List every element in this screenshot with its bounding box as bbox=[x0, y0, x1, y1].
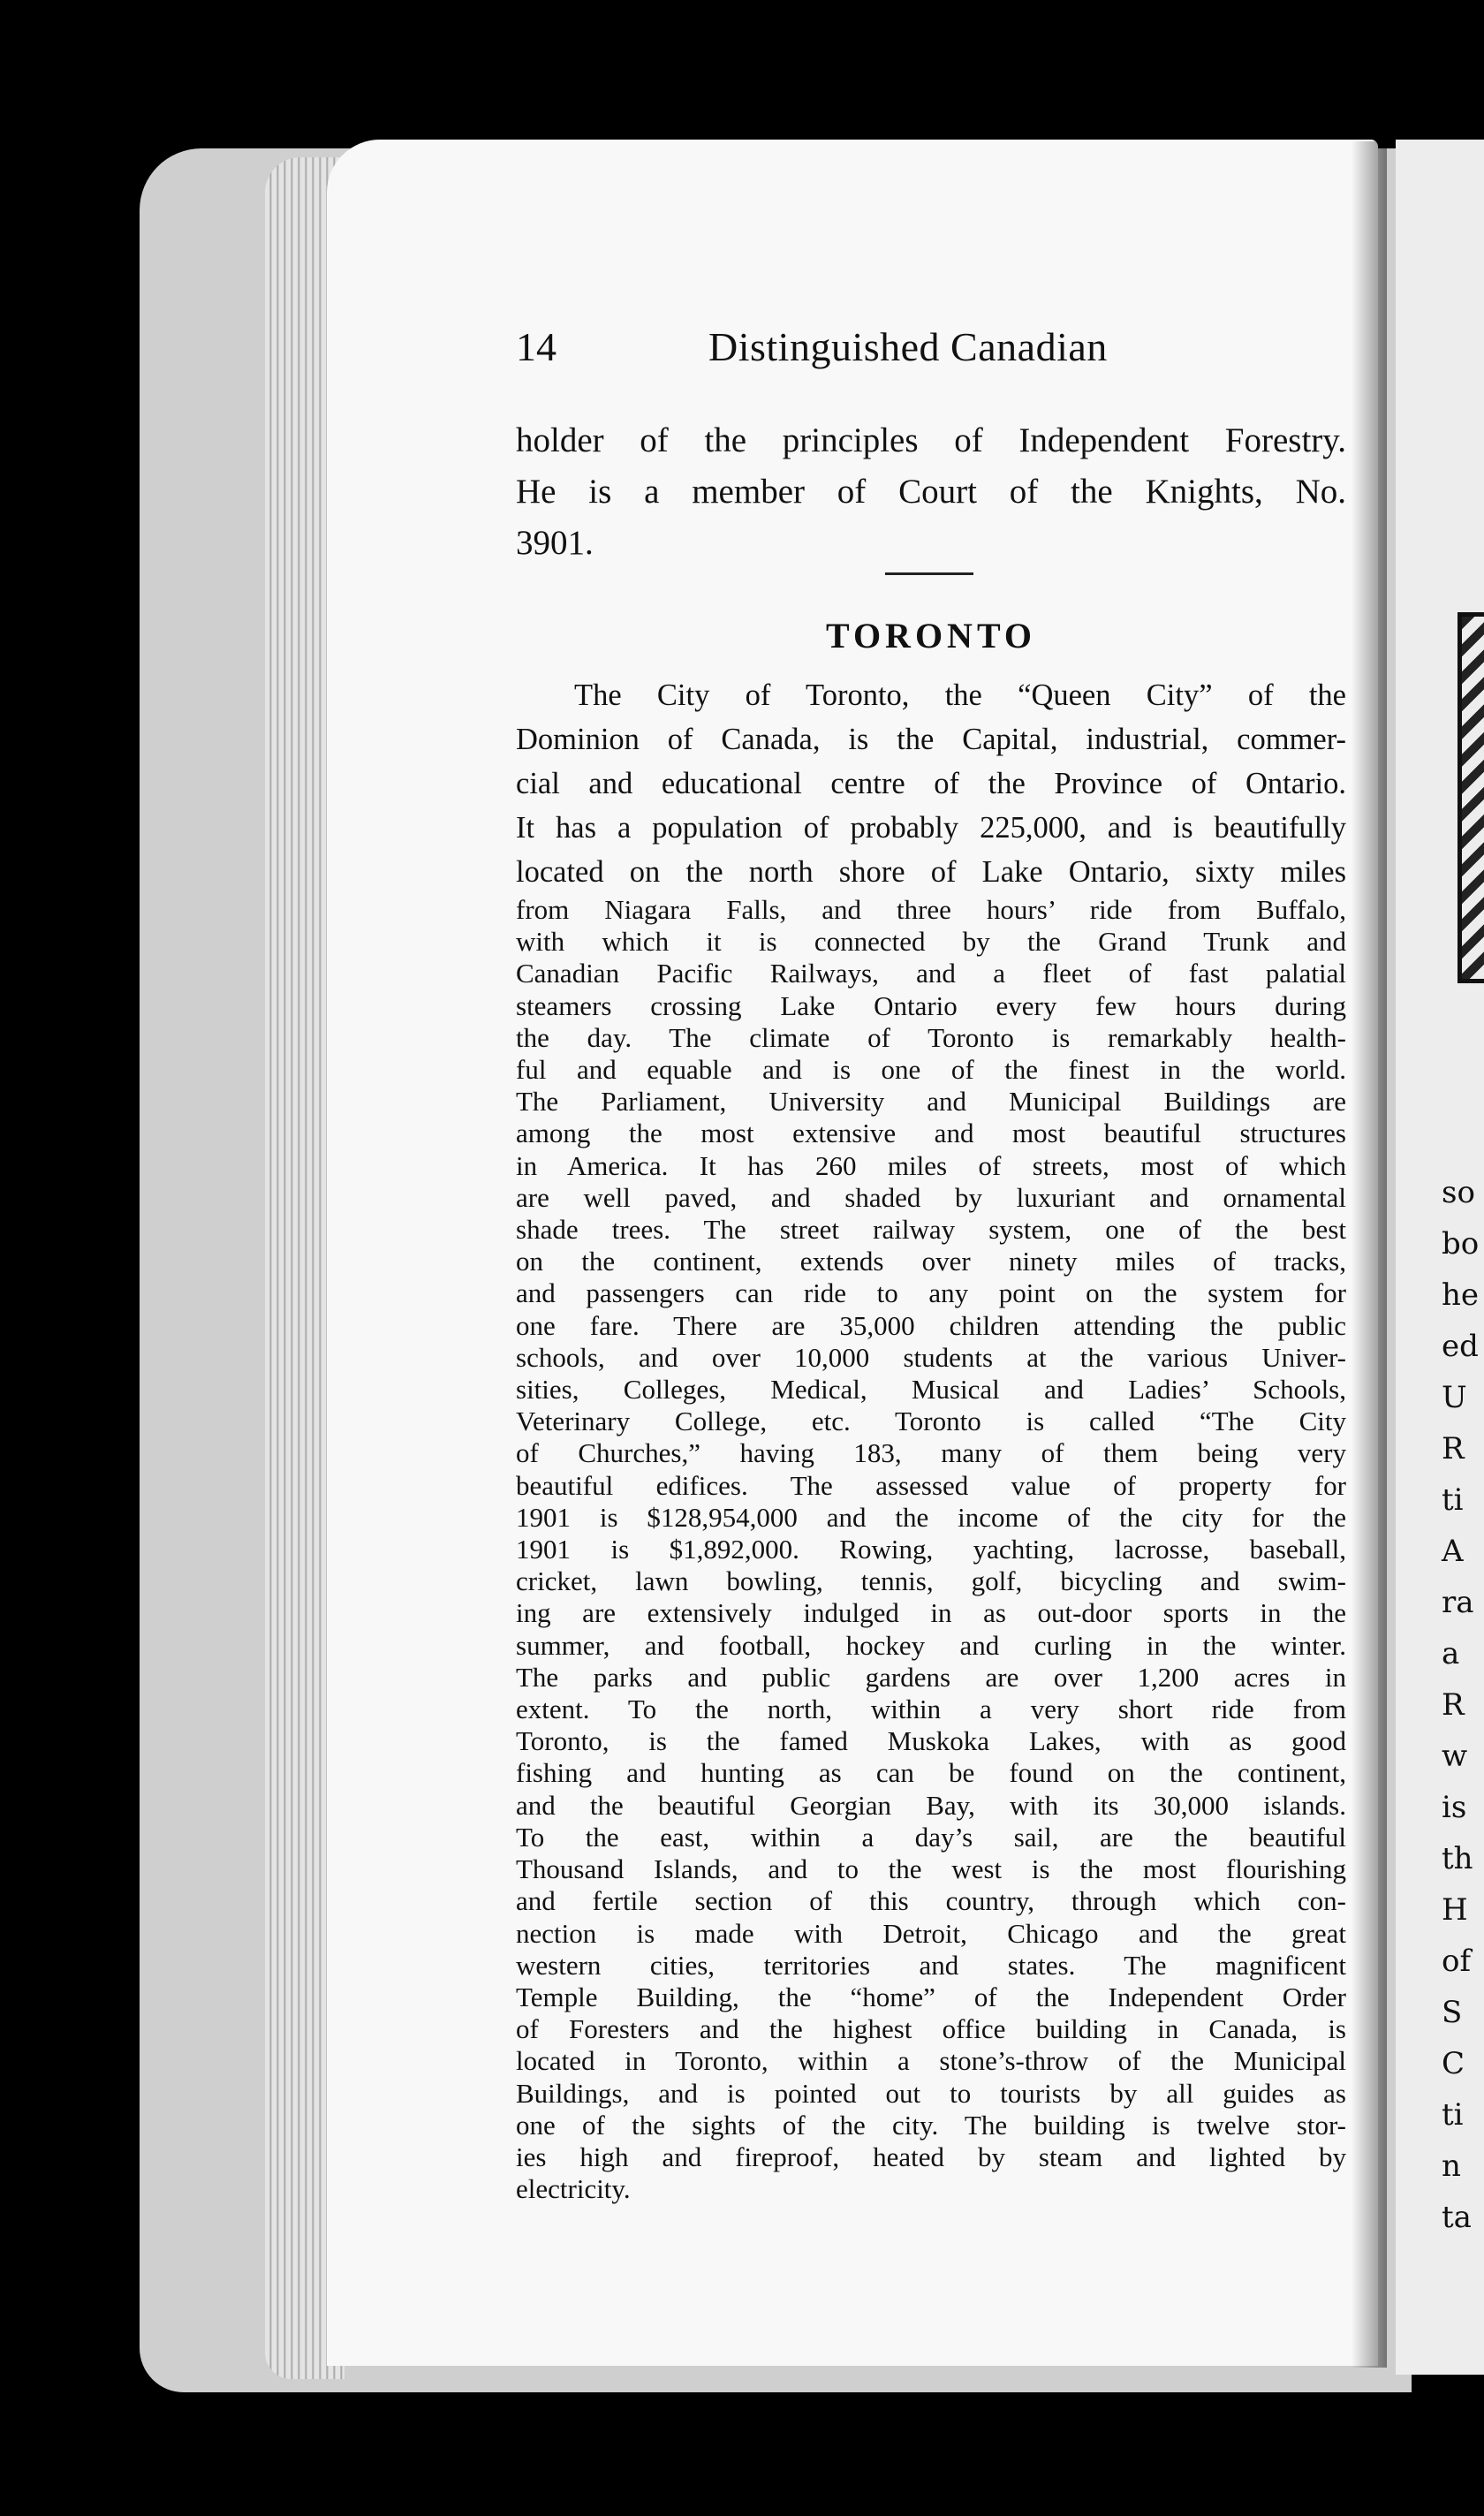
body-line: and fertile section of this country, through which con- bbox=[516, 1885, 1346, 1917]
body-line: the day. The climate of Toronto is remarkably health- bbox=[516, 1021, 1346, 1053]
body-line: steamers crossing Lake Ontario every few hours during bbox=[516, 989, 1346, 1021]
page-number: 14 bbox=[516, 324, 556, 369]
facing-page-text: C bbox=[1442, 2046, 1465, 2081]
lead-line: 3901. bbox=[516, 524, 594, 562]
body-line: one of the sights of the city. The building is twelve stor- bbox=[516, 2109, 1346, 2141]
section-title: TORONTO bbox=[825, 616, 1037, 656]
body-line: fishing and hunting as can be found on the continent, bbox=[516, 1757, 1346, 1789]
body-line: and the beautiful Georgian Bay, with its 30,000 islands. bbox=[516, 1789, 1346, 1821]
facing-page-text: H bbox=[1442, 1892, 1468, 1928]
body-line: among the most extensive and most beautiful structures bbox=[516, 1118, 1346, 1149]
body-paragraph bbox=[516, 673, 1346, 2205]
facing-page-text: n bbox=[1442, 2148, 1461, 2184]
body-line: in America. It has 260 miles of streets, most of which bbox=[516, 1149, 1346, 1181]
body-line: of Churches,” having 183, many of them being very bbox=[516, 1437, 1346, 1469]
body-line: one fare. There are 35,000 children attending the public bbox=[516, 1309, 1346, 1341]
body-line: 1901 is $1,892,000. Rowing, yachting, lacrosse, baseball, bbox=[516, 1534, 1346, 1565]
facing-page-text: S bbox=[1442, 1995, 1463, 2030]
lead-line: holder of the principles of Independent Forestry. bbox=[516, 421, 1346, 459]
body-line: on the continent, extends over ninety miles of tracks, bbox=[516, 1246, 1346, 1277]
body-line: To the east, within a day’s sail, are the beautiful bbox=[516, 1821, 1346, 1853]
body-line: Canadian Pacific Railways, and a fleet of fast palatial bbox=[516, 958, 1346, 989]
ornamental-initial bbox=[1458, 612, 1484, 983]
facing-page-text: ta bbox=[1442, 2200, 1472, 2235]
body-line: nection is made with Detroit, Chicago and the great bbox=[516, 1917, 1346, 1949]
body-line: Veterinary College, etc. Toronto is called “The City bbox=[516, 1406, 1346, 1437]
body-line: sities, Colleges, Medical, Musical and Ladies’ Schools, bbox=[516, 1374, 1346, 1406]
facing-page-text: U bbox=[1442, 1380, 1467, 1415]
facing-page-text: bo bbox=[1442, 1226, 1480, 1262]
gutter-shadow bbox=[1352, 141, 1387, 2368]
facing-page-text: w bbox=[1442, 1739, 1468, 1774]
body-line: The City of Toronto, the “Queen City” of the bbox=[574, 678, 1346, 712]
body-line: 1901 is $128,954,000 and the income of the city for the bbox=[516, 1501, 1346, 1533]
body-line: It has a population of probably 225,000, and is beautifully bbox=[516, 811, 1346, 845]
facing-page-text: ti bbox=[1442, 2097, 1464, 2133]
body-line: with which it is connected by the Grand Trunk and bbox=[516, 926, 1346, 958]
lead-line: He is a member of Court of the Knights, No. bbox=[516, 473, 1346, 511]
body-line: Thousand Islands, and to the west is the most flourishing bbox=[516, 1853, 1346, 1885]
lead-paragraph bbox=[516, 415, 1346, 569]
facing-page-text: ra bbox=[1442, 1585, 1474, 1620]
facing-page-text: th bbox=[1442, 1841, 1473, 1876]
body-line: cricket, lawn bowling, tennis, golf, bicycling and swim- bbox=[516, 1565, 1346, 1597]
body-line: electricity. bbox=[516, 2173, 631, 2205]
body-line: The Parliament, University and Municipal Buildings are bbox=[516, 1086, 1346, 1118]
facing-page-text: ed bbox=[1442, 1329, 1479, 1364]
body-line: Dominion of Canada, is the Capital, industrial, commer- bbox=[516, 723, 1346, 756]
body-line: Temple Building, the “home” of the Independent Order bbox=[516, 1981, 1346, 2012]
body-line: western cities, territories and states. The magnificent bbox=[516, 1949, 1346, 1981]
body-line: cial and educational centre of the Province of Ontario. bbox=[516, 767, 1346, 800]
facing-page-text: so bbox=[1442, 1175, 1475, 1210]
facing-page-text: a bbox=[1442, 1636, 1460, 1671]
body-line: Toronto, is the famed Muskoka Lakes, with as good bbox=[516, 1725, 1346, 1757]
facing-page-text: of bbox=[1442, 1944, 1472, 1979]
facing-page-text: R bbox=[1442, 1431, 1465, 1466]
facing-page-text: is bbox=[1442, 1790, 1467, 1825]
body-line: The parks and public gardens are over 1,200 acres in bbox=[516, 1661, 1346, 1693]
body-line: of Foresters and the highest office building in Canada, is bbox=[516, 2013, 1346, 2045]
body-line: extent. To the north, within a very short ride from bbox=[516, 1694, 1346, 1725]
body-line: schools, and over 10,000 students at the various Univer- bbox=[516, 1341, 1346, 1373]
body-line: ing are extensively indulged in as out-door sports in the bbox=[516, 1597, 1346, 1629]
body-line: ful and equable and is one of the finest in the world. bbox=[516, 1054, 1346, 1086]
body-line: from Niagara Falls, and three hours’ ride from Buffalo, bbox=[516, 894, 1346, 925]
running-head bbox=[516, 323, 1343, 376]
body-line: located on the north shore of Lake Ontario, sixty miles bbox=[516, 855, 1346, 889]
body-line: located in Toronto, within a stone’s-throw of the Municipal bbox=[516, 2045, 1346, 2077]
body-line: ies high and fireproof, heated by steam and lighted by bbox=[516, 2141, 1346, 2172]
facing-page-text: he bbox=[1442, 1277, 1480, 1313]
facing-page-text: A bbox=[1442, 1534, 1464, 1569]
running-head-title: Distinguished Canadian bbox=[708, 324, 1108, 369]
facing-page-text: R bbox=[1442, 1687, 1465, 1723]
body-line: shade trees. The street railway system, one of the best bbox=[516, 1214, 1346, 1246]
body-line: and passengers can ride to any point on the system for bbox=[516, 1277, 1346, 1309]
body-line: beautiful edifices. The assessed value of property for bbox=[516, 1469, 1346, 1501]
body-line: summer, and football, hockey and curling in the winter. bbox=[516, 1629, 1346, 1661]
body-line: are well paved, and shaded by luxuriant and ornamental bbox=[516, 1181, 1346, 1213]
body-line: Buildings, and is pointed out to tourists by all guides as bbox=[516, 2077, 1346, 2109]
facing-page-text: ti bbox=[1442, 1482, 1464, 1518]
section-divider bbox=[885, 572, 973, 575]
